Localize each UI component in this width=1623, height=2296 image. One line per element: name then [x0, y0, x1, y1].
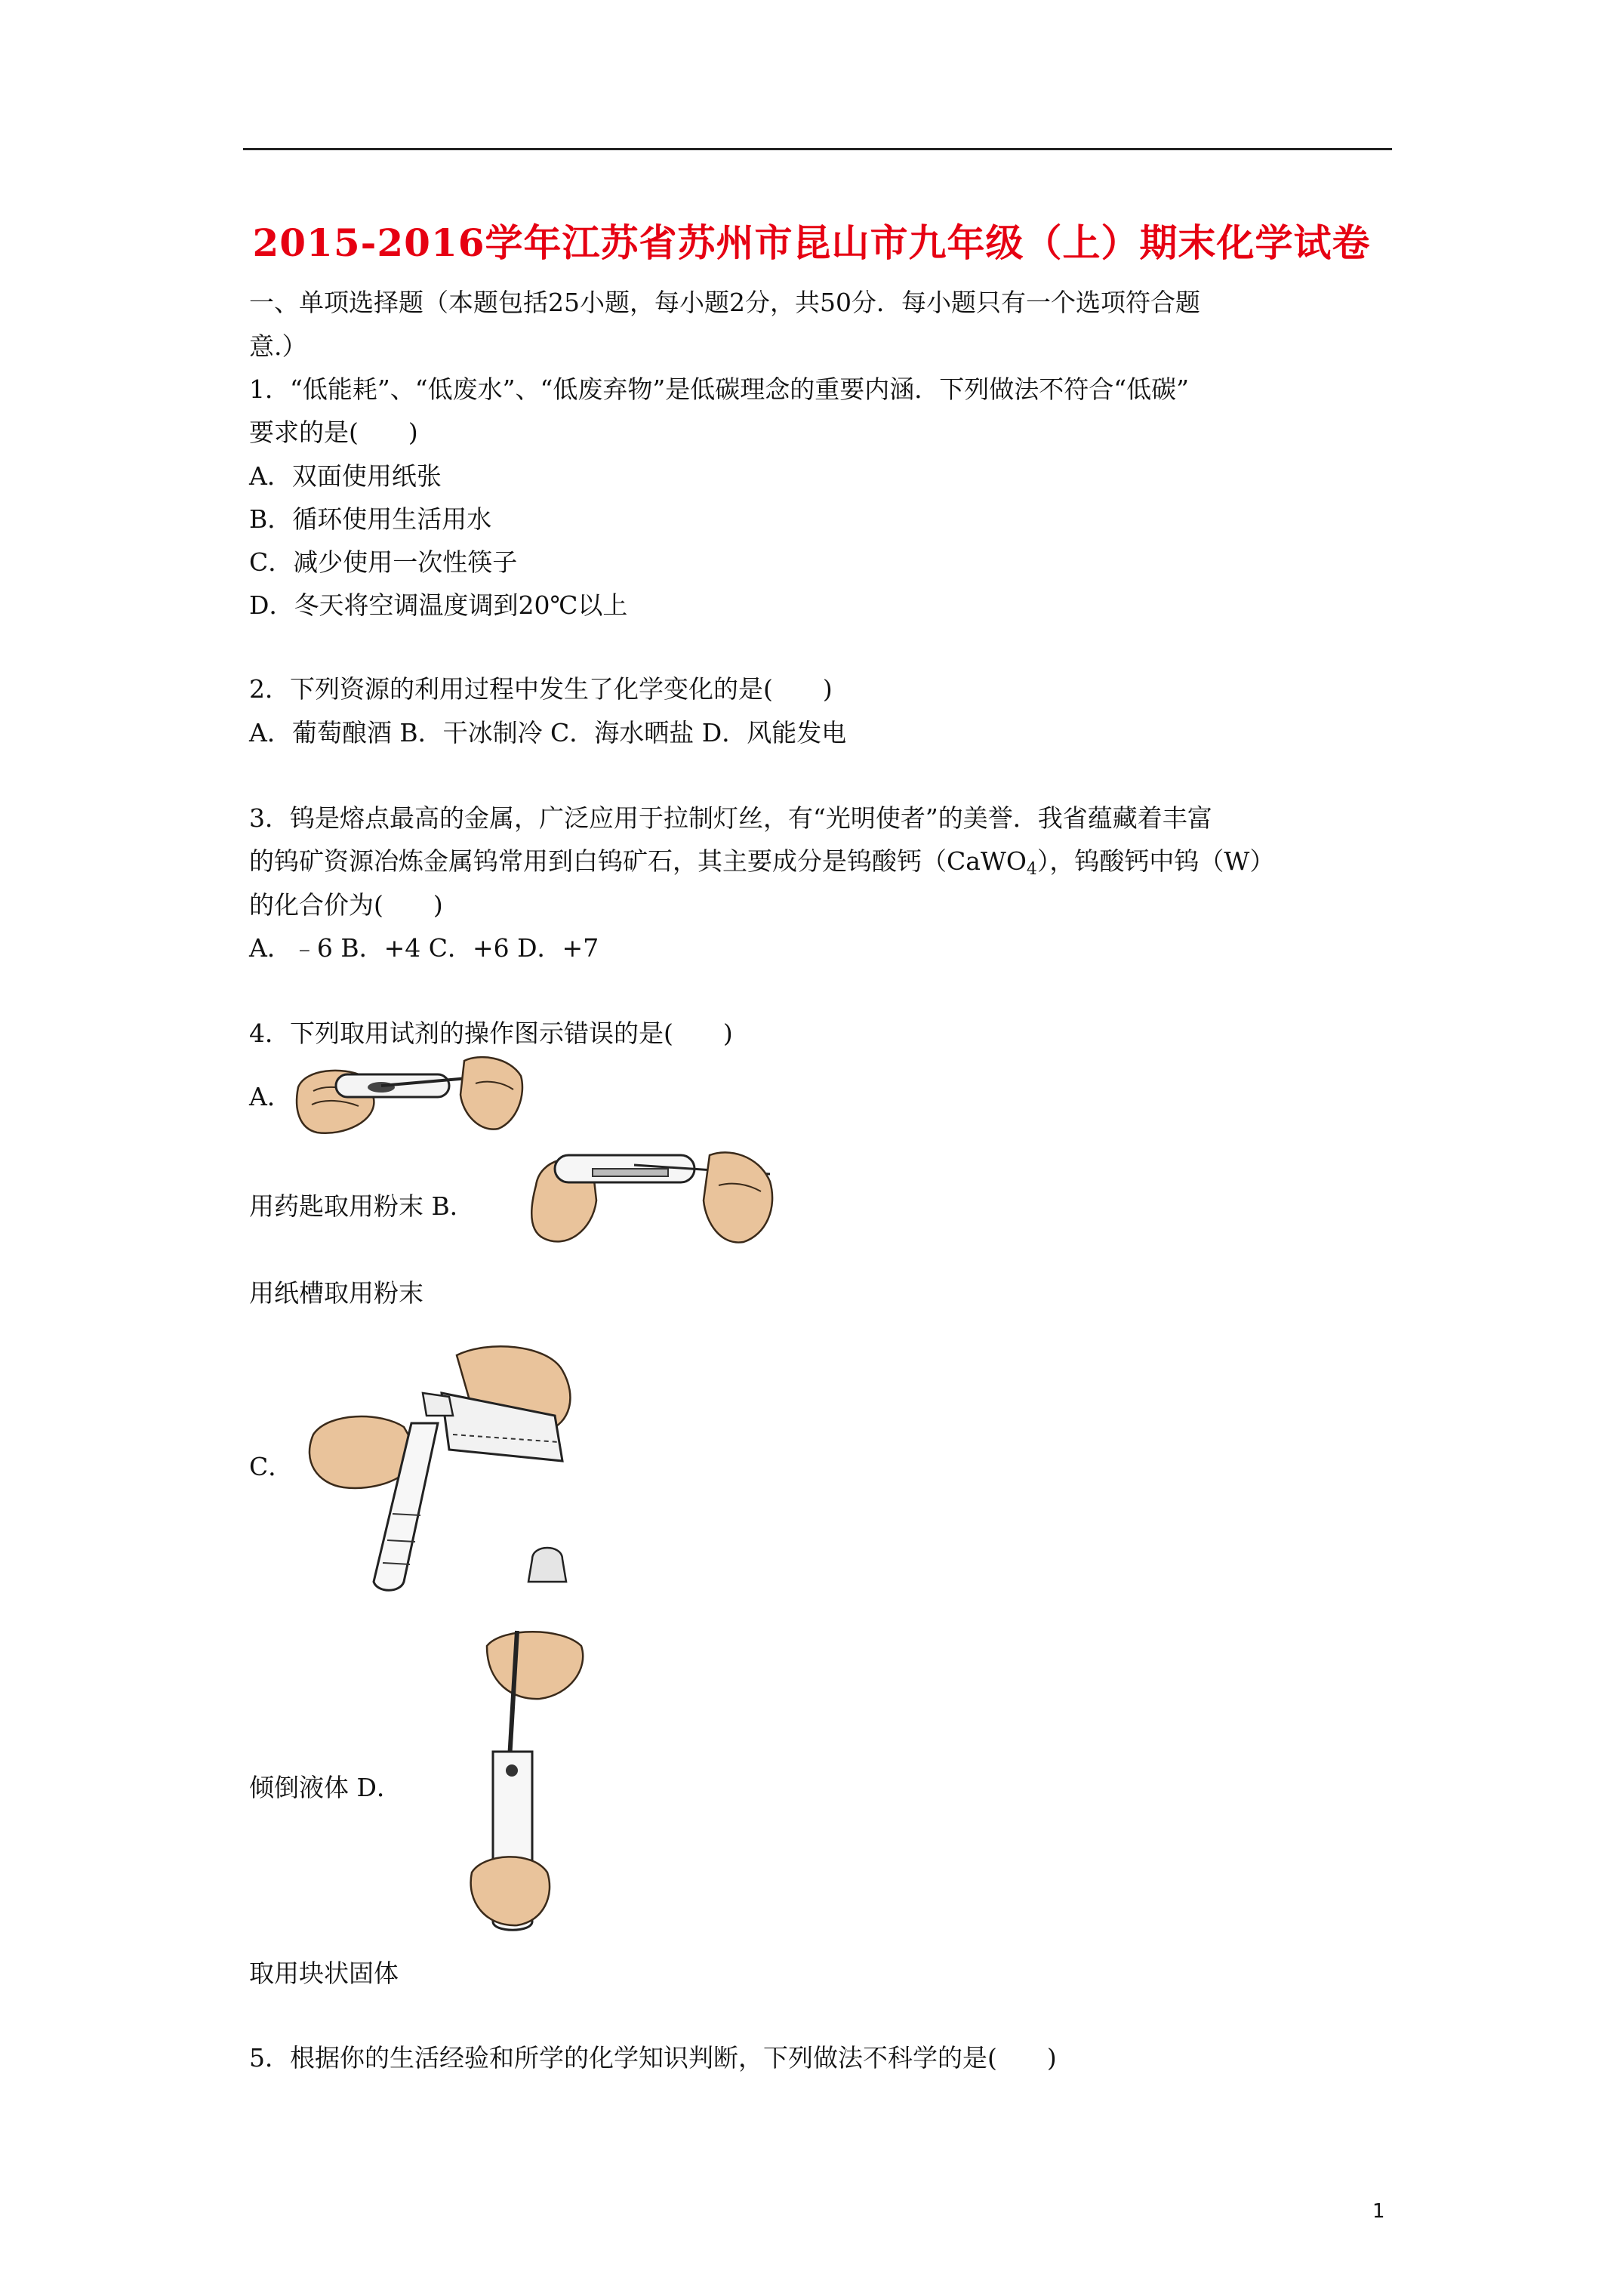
q2-options: A．葡萄酿酒 B．干冰制冷 C．海水晒盐 D．风能发电 [249, 718, 847, 747]
q4-caption-d: 取用块状固体 [249, 1959, 399, 1988]
q1-option-b: B．循环使用生活用水 [249, 504, 492, 534]
q3-options: A．﹣6 B．+4 C．+6 D．+7 [249, 933, 599, 963]
q1-stem-line1: 1．“低能耗”、“低废水”、“低废弃物”是低碳理念的重要内涵．下列做法不符合“低碳” [249, 374, 1189, 404]
q4-caption-a-option-b: 用药匙取用粉末 B． [249, 1191, 475, 1221]
q3-line2-tail: ），钨酸钙中钨（W） [1036, 846, 1275, 876]
figure-d-block-solid [457, 1623, 593, 1940]
q1-stem-line2: 要求的是( ) [249, 418, 418, 447]
q3-stem-line2 [249, 844, 1274, 887]
q3-stem-line3: 的化合价为( ) [249, 890, 443, 920]
figure-b-paper-trough [521, 1140, 781, 1253]
figure-a-spatula-powder [291, 1053, 528, 1148]
q3-stem-line1: 3．钨是熔点最高的金属，广泛应用于拉制灯丝，有“光明使者”的美誉．我省蕴藏着丰富 [249, 803, 1212, 833]
q2-stem: 2．下列资源的利用过程中发生了化学变化的是( ) [249, 674, 833, 704]
header-rule [243, 148, 1392, 150]
section-heading-line2: 意.） [249, 331, 307, 361]
figure-c-pour-liquid [298, 1340, 585, 1601]
q5-stem: 5．根据你的生活经验和所学的化学知识判断，下列做法不科学的是( ) [249, 2043, 1057, 2073]
q4-option-c-label: C． [249, 1452, 294, 1481]
section-heading-line1: 一、单项选择题（本题包括25小题，每小题2分，共50分．每小题只有一个选项符合题 [249, 288, 1200, 317]
q4-caption-c-option-d: 倾倒液体 D． [249, 1773, 402, 1802]
exam-title: 2015-2016学年江苏省苏州市昆山市九年级（上）期末化学试卷 [252, 220, 1371, 265]
page-number: 1 [1372, 2200, 1385, 2223]
q4-caption-b: 用纸槽取用粉末 [249, 1278, 423, 1308]
q4-stem: 4．下列取用试剂的操作图示错误的是( ) [249, 1019, 733, 1048]
q4-option-a-label: A． [249, 1082, 292, 1111]
q3-line2-text: 的钨矿资源冶炼金属钨常用到白钨矿石，其主要成分是钨酸钙（CaWO [249, 846, 1027, 876]
q1-option-d: D．冬天将空调温度调到20℃以上 [249, 590, 628, 620]
q3-formula-subscript: 4 [1026, 860, 1037, 879]
q1-option-a: A．双面使用纸张 [249, 461, 442, 491]
q1-option-c: C．减少使用一次性筷子 [249, 547, 518, 577]
